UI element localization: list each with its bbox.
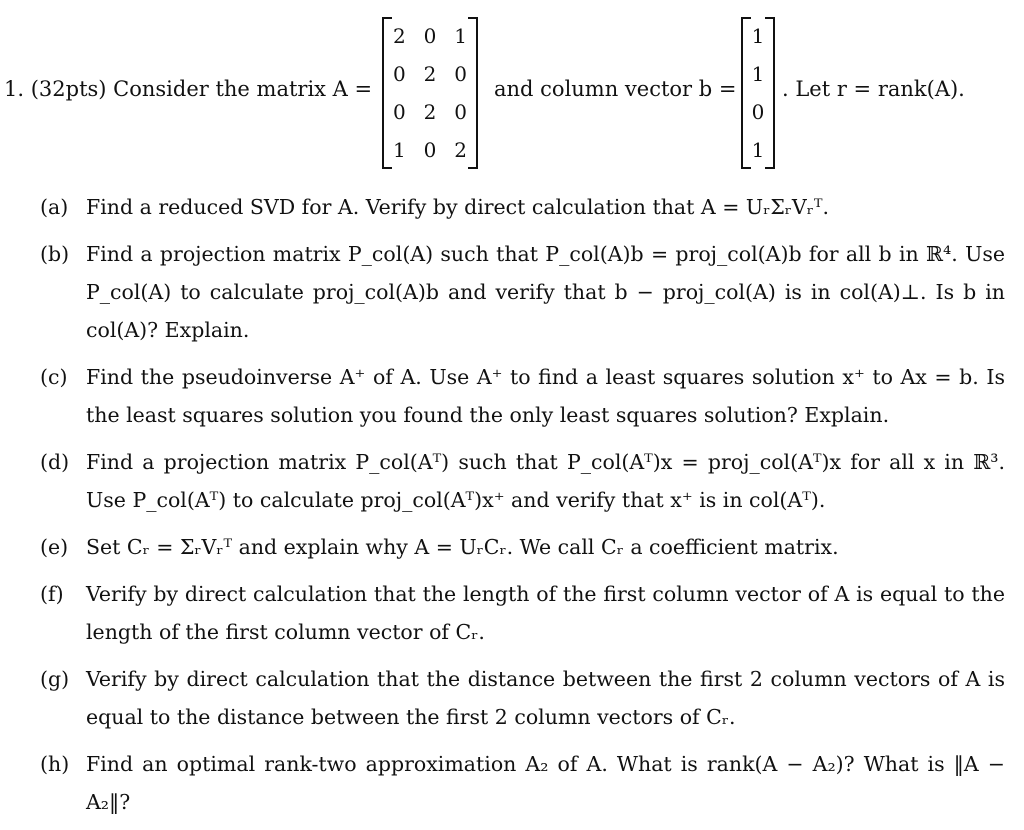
part-label: (f) <box>40 582 64 606</box>
part-a <box>40 188 1005 226</box>
matrix-a <box>382 17 478 169</box>
part-label: (e) <box>40 535 69 559</box>
vector-b-row <box>743 93 773 131</box>
part-text: Find a projection matrix P_col(Aᵀ) such that P_col(Aᵀ)x = proj_col(Aᵀ)x for all x in ℝ³. Use P_col(Aᵀ) to calculate proj_col(Aᵀ)x⁺ and verify that x⁺ is in col(Aᵀ). <box>86 450 1005 512</box>
part-label: (b) <box>40 242 70 266</box>
matrix-cell: 2 <box>423 62 437 86</box>
problem-after: . Let r = rank(A). <box>782 77 965 101</box>
matrix-cell: 2 <box>392 24 406 48</box>
matrix-a-row <box>384 131 476 169</box>
matrix-cell: 0 <box>423 138 437 162</box>
vector-b <box>741 17 775 169</box>
vector-b-row <box>743 131 773 169</box>
matrix-cell: 0 <box>454 62 467 86</box>
part-label: (g) <box>40 667 70 691</box>
matrix-a-row <box>384 93 476 131</box>
matrix-cell: 0 <box>454 100 467 124</box>
part-text: Set Cᵣ = ΣᵣVᵣᵀ and explain why A = UᵣCᵣ. We call Cᵣ a coefficient matrix. <box>86 535 839 559</box>
matrix-cell: 0 <box>392 62 406 86</box>
part-d <box>40 443 1005 519</box>
matrix-cell: 2 <box>423 100 437 124</box>
part-c <box>40 358 1005 434</box>
vector-b-row <box>743 55 773 93</box>
matrix-cell: 1 <box>454 24 467 48</box>
part-label: (c) <box>40 365 68 389</box>
part-text: Find an optimal rank-two approximation A₂ of A. What is rank(A − A₂)? What is ‖A − A₂‖? <box>86 752 1005 814</box>
part-text: Find the pseudoinverse A⁺ of A. Use A⁺ to find a least squares solution x⁺ to Ax = b. Is the least squares solution you found the only least squares solution? Explain. <box>86 365 1005 427</box>
problem-connector: and column vector b = <box>494 77 737 101</box>
vector-cell: 1 <box>751 138 765 162</box>
vector-b-row <box>743 17 773 55</box>
matrix-a-row <box>384 17 476 55</box>
part-text: Find a reduced SVD for A. Verify by direct calculation that A = UᵣΣᵣVᵣᵀ. <box>86 195 829 219</box>
part-e <box>40 528 1005 566</box>
matrix-cell: 0 <box>423 24 437 48</box>
vector-cell: 0 <box>751 100 765 124</box>
part-f <box>40 575 1005 651</box>
part-label: (h) <box>40 752 70 776</box>
matrix-cell: 0 <box>392 100 406 124</box>
part-text: Verify by direct calculation that the length of the first column vector of A is equal to the length of the first column vector of Cᵣ. <box>86 582 1005 644</box>
problem-statement <box>4 17 1014 177</box>
problem-parts <box>40 188 1005 830</box>
part-g <box>40 660 1005 736</box>
part-text: Verify by direct calculation that the distance between the first 2 column vectors of A is equal to the distance between the first 2 column vectors of Cᵣ. <box>86 667 1005 729</box>
vector-cell: 1 <box>751 62 765 86</box>
matrix-cell: 1 <box>392 138 406 162</box>
problem-intro: 1. (32pts) Consider the matrix A = <box>4 77 373 101</box>
part-b <box>40 235 1005 349</box>
part-label: (d) <box>40 450 70 474</box>
part-text: Find a projection matrix P_col(A) such that P_col(A)b = proj_col(A)b for all b in ℝ⁴. Use P_col(A) to calculate proj_col(A)b and verify that b − proj_col(A) is in col(A)⊥. Is b in col(A)? Explain. <box>86 242 1005 342</box>
part-label: (a) <box>40 195 69 219</box>
vector-cell: 1 <box>751 24 765 48</box>
part-h <box>40 745 1005 821</box>
matrix-a-row <box>384 55 476 93</box>
matrix-cell: 2 <box>454 138 467 162</box>
